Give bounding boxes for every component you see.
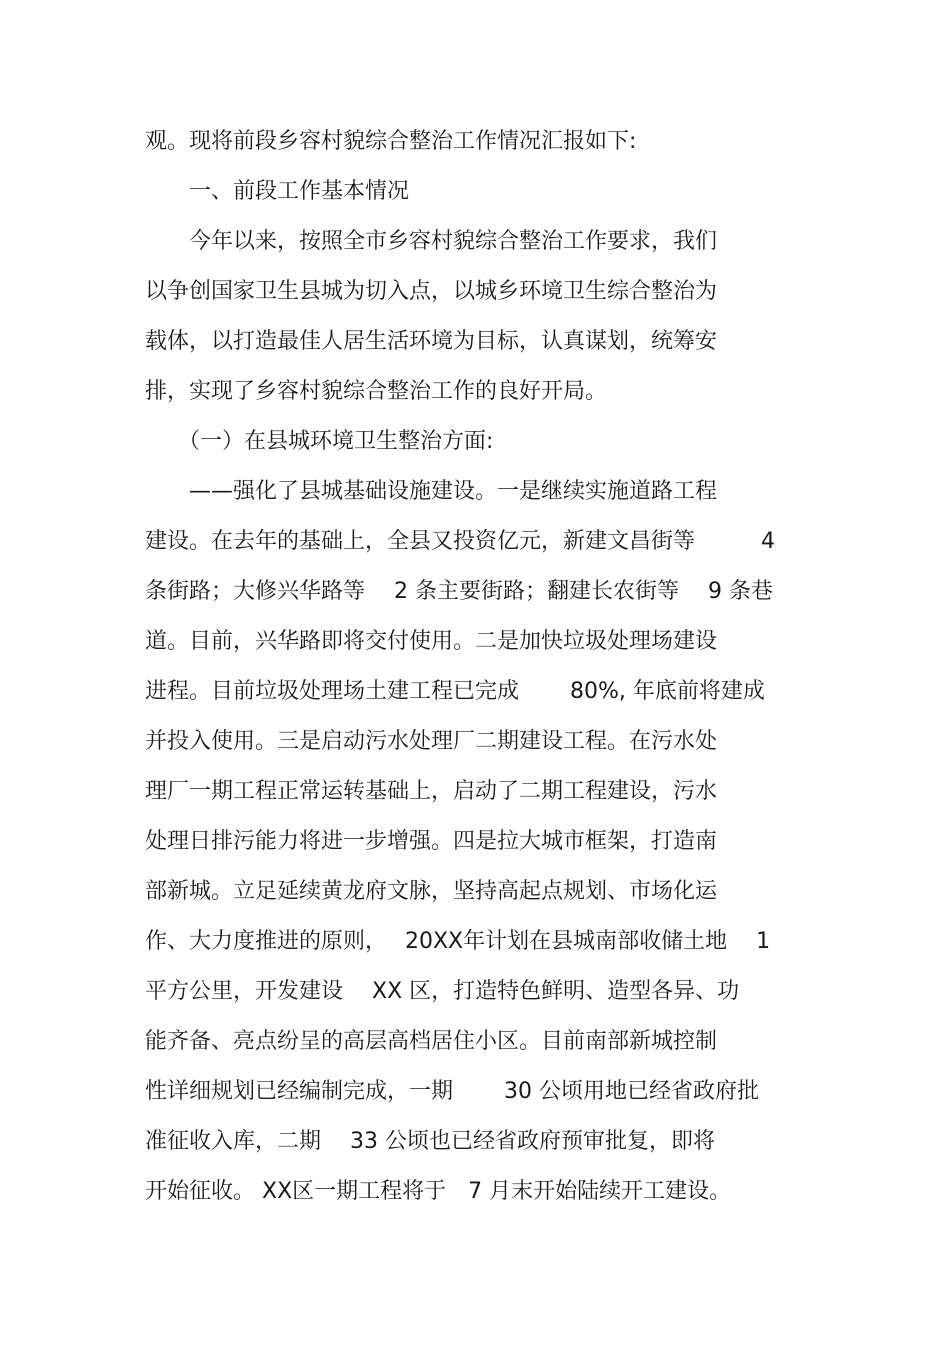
text-line: 观。现将前段乡容村貌综合整治工作情况汇报如下: xyxy=(145,129,637,154)
text-line: 并投入使用。三是启动污水处理厂二期建设工程。在污水处 xyxy=(145,729,718,754)
subsection-heading: （一）在县城环境卫生整治方面: xyxy=(145,429,494,454)
text-line: 平方公里，开发建设 XX 区，打造特色鲜明、造型各异、功 xyxy=(145,979,740,1004)
text-line: 道。目前，兴华路即将交付使用。二是加快垃圾处理场建设 xyxy=(145,629,718,654)
text-line: 今年以来，按照全市乡容村貌综合整治工作要求，我们 xyxy=(145,229,718,254)
text-line: 部新城。立足延续黄龙府文脉，坚持高起点规划、市场化运 xyxy=(145,879,718,904)
text-line: 进程。目前垃圾处理场土建工程已完成 80%, 年底前将建成 xyxy=(145,679,765,704)
text-line: 处理日排污能力将进一步增强。四是拉大城市框架，打造南 xyxy=(145,829,718,854)
text-line: 理厂一期工程正常运转基础上，启动了二期工程建设，污水 xyxy=(145,779,718,804)
section-heading: 一、前段工作基本情况 xyxy=(145,179,410,204)
text-line: 载体，以打造最佳人居生活环境为目标，认真谋划，统筹安 xyxy=(145,329,718,354)
text-line: 作、大力度推进的原则， 20XX年计划在县城南部收储土地 1 xyxy=(145,929,771,954)
text-line: 以争创国家卫生县城为切入点，以城乡环境卫生综合整治为 xyxy=(145,279,718,304)
text-line: 开始征收。 XX区一期工程将于 7 月末开始陆续开工建设。 xyxy=(145,1179,732,1204)
text-line: 性详细规划已经编制完成，一期 30 公顷用地已经省政府批 xyxy=(145,1079,759,1104)
text-line: 建设。在去年的基础上，全县又投资亿元，新建文昌街等 4 xyxy=(145,529,775,554)
text-line: 条街路；大修兴华路等 2 条主要街路；翻建长农街等 9 条巷 xyxy=(145,579,773,604)
text-line: ——强化了县城基础设施建设。一是继续实施道路工程 xyxy=(145,479,718,504)
text-line: 准征收入库，二期 33 公顷也已经省政府预审批复，即将 xyxy=(145,1129,715,1154)
text-line: 排，实现了乡容村貌综合整治工作的良好开局。 xyxy=(145,379,608,404)
text-line: 能齐备、亮点纷呈的高层高档居住小区。目前南部新城控制 xyxy=(145,1029,718,1054)
